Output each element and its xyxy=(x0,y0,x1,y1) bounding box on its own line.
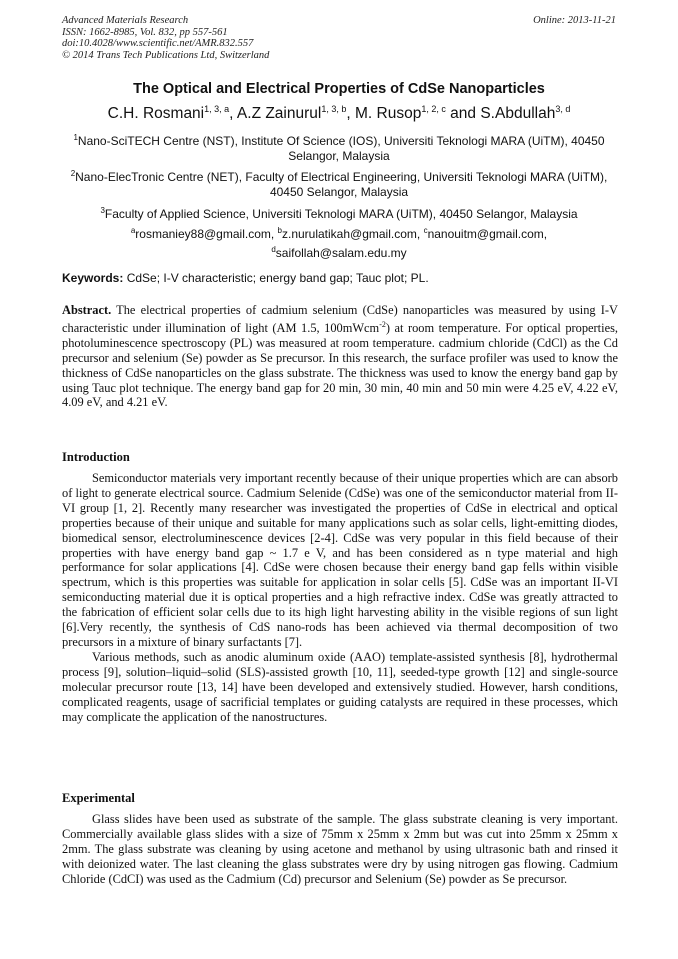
paragraph: Semiconductor materials very important recently because of their unique properties which are can absorb of light to generate electrical source. Cadmium Selenide (CdSe) was one of the semiconductor material from II-VI group [1, 2]. Recently many researcher was investigated the properties of CdSe in electrical and optical properties because of their unique and suitable for many applications such as solar cells, light-emitting diodes, biomedical sensor, electroluminescence devices [2-4]. CdSe was very popular in this field because of their properties with have energy band gap ~ 1.7 e V, and has been considered as n type material and high performance for solar applications [4]. CdSe were chosen because their energy band gap fells within visible spectrum, which is this properties was suitable for application in solar cells [5]. CdSe was an important II-VI semiconducting material due it is optical properties and a high refractive index. CdSe was greatly attracted to the fabrication of efficient solar cells due to its high light harvesting ability in the visible regions of sun light [6].Very recently, the synthesis of CdS nano-rods has been achieved via thermal decomposition of two precursors in a mixture of binary surfactants [7]. xyxy=(62,471,618,649)
affiliation-text: Nano-ElecTronic Centre (NET), Faculty of Electrical Engineering, Universiti Teknologi MARA (UiTM), 40450 Selangor, Malaysia xyxy=(75,170,608,199)
author-list xyxy=(30,104,648,123)
abstract-label: Abstract. xyxy=(62,303,112,317)
author-separator: and xyxy=(445,105,481,122)
author-separator: , xyxy=(229,105,237,122)
author-name: S.Abdullah xyxy=(480,105,556,122)
paragraph: Glass slides have been used as substrate of the sample. The glass substrate cleaning is very important. Commercially available glass slides with a size of 75mm x 25mm x 2mm but was cut into 25mm x 25mm x 2mm. The glass substrate was cleaning by using acetone and methanol by using ultrasonic bath and rinsed it with deionized water. The last cleaning the glass substrates were dry by using nitrogen gas flowing. Cadmium Chloride (CdCI) was used as the Cadmium (Cd) precursor and Selenium (Se) powder as Se precursor. xyxy=(62,812,618,886)
journal-name: Advanced Materials Research xyxy=(62,15,189,26)
doi: doi:10.4028/www.scientific.net/AMR.832.557 xyxy=(62,38,254,49)
affiliation-text: Faculty of Applied Science, Universiti Teknologi MARA (UiTM), 40450 Selangor, Malaysia xyxy=(104,207,578,221)
author-name: M. Rusop xyxy=(355,105,422,122)
keywords-text: CdSe; I-V characteristic; energy band gap; Tauc plot; PL. xyxy=(126,271,429,285)
affiliation-number: 2 xyxy=(70,169,76,178)
journal-header xyxy=(62,15,269,61)
affiliation-number: 3 xyxy=(100,206,105,215)
email-link[interactable]: z.nurulatikah@gmail.com xyxy=(281,227,417,241)
author-name: C.H. Rosmani xyxy=(107,105,205,122)
affiliation xyxy=(60,203,618,222)
email-link[interactable]: nanouitm@gmail.com xyxy=(427,227,544,241)
author-affiliation-marker: 1, 2, c xyxy=(421,104,446,114)
affiliation-number: 1 xyxy=(73,133,78,142)
section-heading-experimental: Experimental xyxy=(62,791,135,805)
author-separator: , xyxy=(346,105,355,122)
keywords xyxy=(62,271,618,285)
introduction-body xyxy=(62,471,618,724)
paragraph: Various methods, such as anodic aluminum oxide (AAO) template-assisted synthesis [8], hydrothermal process [9], solution–liquid–solid (SLS)-assisted growth [10, 11], seeded-type growth [12] and single-source molecular precursor route [13, 14] have been developed and extensively studied. However, harsh conditions, complicated reagents, usage of sacrificial templates or guiding catalysts are required in these processes, which may complicate the application of the nanostructures. xyxy=(62,649,618,724)
author-affiliation-marker: 1, 3, b xyxy=(321,104,347,114)
abstract: Abstract. The electrical properties of cadmium selenium (CdSe) nanoparticles was measured by using I-V characteristic under illumination of light (AM 1.5, 100mWcm$^{-2}$) at room temperature. For optical properties, photoluminescence spectroscopy (PL) was measured at room temperature. cadmium chloride (CdCl) as the Cd precursor and selenium (Se) powder as Se precursor. In this research, the surface profiler was used to know the thickness of CdSe nanoparticles on the glass substrate. The thickness was used to know the energy band gap by using Tauc plot technique. The energy band gap for 20 min, 30 min, 40 min and 50 min were 4.25 eV, 4.22 eV, 4.09 eV, and 4.21 eV. xyxy=(62,303,618,410)
author-name: A.Z Zainurul xyxy=(236,105,322,122)
online-date: Online: 2013-11-21 xyxy=(533,15,616,26)
affiliation-text: Nano-SciTECH Centre (NST), Institute Of Science (IOS), Universiti Teknologi MARA (UiTM), 40450 Selangor, Malaysia xyxy=(77,134,605,163)
author-affiliation-marker: 3, d xyxy=(555,104,571,114)
section-heading-introduction: Introduction xyxy=(62,450,130,464)
affiliation xyxy=(60,166,618,200)
email-link[interactable]: saifollah@salam.edu.my xyxy=(275,246,407,260)
author-affiliation-marker: 1, 3, a xyxy=(204,104,230,114)
keywords-label: Keywords: xyxy=(62,271,124,285)
affiliation xyxy=(60,130,618,164)
email-link[interactable]: rosmaniey88@gmail.com xyxy=(135,227,271,241)
email-list: $^a$rosmaniey88@gmail.com, $^b$z.nurulatikah@gmail.com, $^c$nanouitm@gmail.com, $^d$saifollah@salam.edu.my xyxy=(130,226,548,260)
paper-title: The Optical and Electrical Properties of CdSe Nanoparticles xyxy=(133,81,545,97)
experimental-body xyxy=(62,812,618,887)
copyright: © 2014 Trans Tech Publications Ltd, Switzerland xyxy=(62,49,270,61)
issn: ISSN: 1662-8985, Vol. 832, pp 557-561 xyxy=(62,26,228,38)
